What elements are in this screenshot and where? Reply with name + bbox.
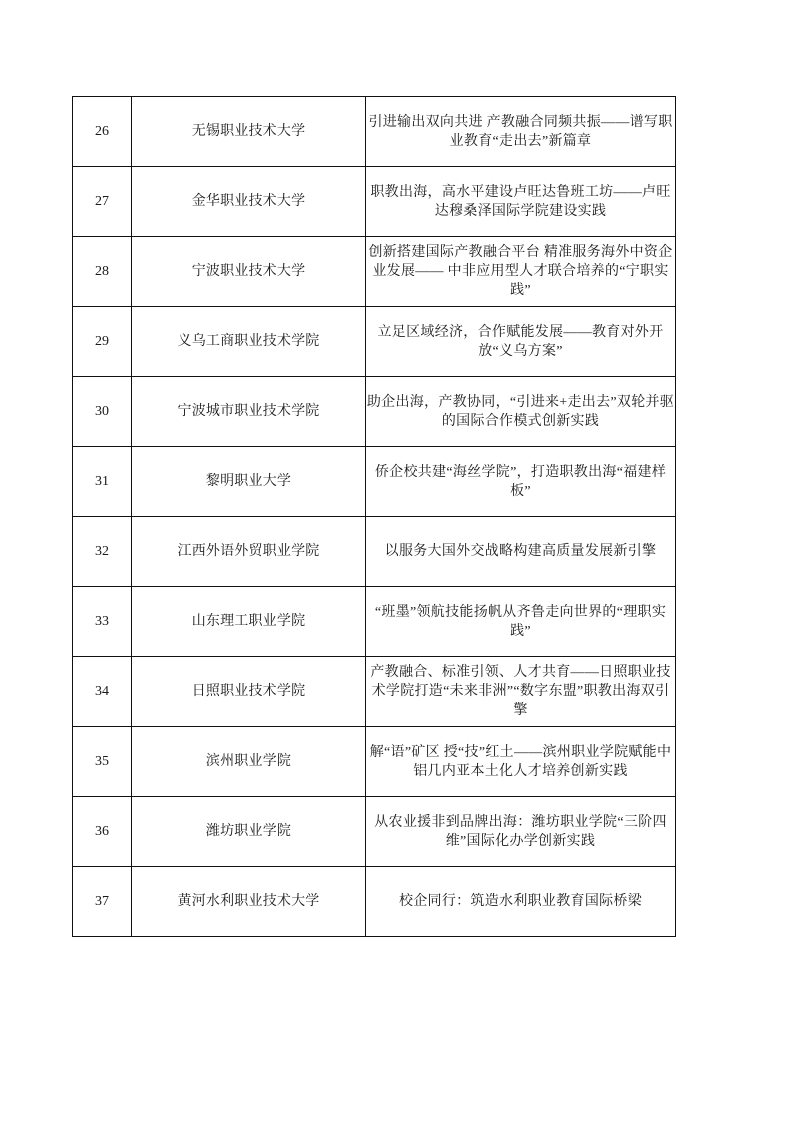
table-row xyxy=(73,587,676,657)
table-row xyxy=(73,727,676,797)
case-list-table xyxy=(72,96,676,937)
table-row xyxy=(73,867,676,937)
case-title: 助企出海，产教协同，“引进来+走出去”双轮并驱的国际合作模式创新实践 xyxy=(366,377,676,447)
case-title: 产教融合、标准引领、人才共育——日照职业技术学院打造“未来非洲”“数字东盟”职教出海双引擎 xyxy=(366,657,676,727)
institution-name: 江西外语外贸职业学院 xyxy=(132,517,366,587)
row-number: 34 xyxy=(73,657,132,727)
row-number: 28 xyxy=(73,237,132,307)
case-title: 职教出海，高水平建设卢旺达鲁班工坊——卢旺达穆桑泽国际学院建设实践 xyxy=(366,167,676,237)
institution-name: 宁波城市职业技术学院 xyxy=(132,377,366,447)
row-number: 33 xyxy=(73,587,132,657)
case-title: “班墨”领航技能扬帆从齐鲁走向世界的“理职实践” xyxy=(366,587,676,657)
institution-name: 山东理工职业学院 xyxy=(132,587,366,657)
institution-name: 黄河水利职业技术大学 xyxy=(132,867,366,937)
row-number: 35 xyxy=(73,727,132,797)
row-number: 32 xyxy=(73,517,132,587)
case-title: 引进输出双向共进 产教融合同频共振——谱写职业教育“走出去”新篇章 xyxy=(366,97,676,167)
institution-name: 滨州职业学院 xyxy=(132,727,366,797)
row-number: 26 xyxy=(73,97,132,167)
row-number: 30 xyxy=(73,377,132,447)
case-title: 校企同行：筑造水利职业教育国际桥梁 xyxy=(366,867,676,937)
table-row xyxy=(73,307,676,377)
table-row xyxy=(73,97,676,167)
case-title: 解“语”矿区 授“技”红土——滨州职业学院赋能中铝几内亚本土化人才培养创新实践 xyxy=(366,727,676,797)
institution-name: 潍坊职业学院 xyxy=(132,797,366,867)
institution-name: 无锡职业技术大学 xyxy=(132,97,366,167)
row-number: 36 xyxy=(73,797,132,867)
institution-name: 黎明职业大学 xyxy=(132,447,366,517)
case-title: 以服务大国外交战略构建高质量发展新引擎 xyxy=(366,517,676,587)
row-number: 31 xyxy=(73,447,132,517)
case-title: 侨企校共建“海丝学院”，打造职教出海“福建样板” xyxy=(366,447,676,517)
table-row xyxy=(73,377,676,447)
case-title: 从农业援非到品牌出海：潍坊职业学院“三阶四维”国际化办学创新实践 xyxy=(366,797,676,867)
table-row xyxy=(73,797,676,867)
institution-name: 金华职业技术大学 xyxy=(132,167,366,237)
case-title: 创新搭建国际产教融合平台 精准服务海外中资企业发展—— 中非应用型人才联合培养的“宁职实践” xyxy=(366,237,676,307)
table-row xyxy=(73,657,676,727)
institution-name: 日照职业技术学院 xyxy=(132,657,366,727)
table-row xyxy=(73,167,676,237)
table-row xyxy=(73,517,676,587)
table-row xyxy=(73,447,676,517)
row-number: 37 xyxy=(73,867,132,937)
institution-name: 义乌工商职业技术学院 xyxy=(132,307,366,377)
case-title: 立足区域经济，合作赋能发展——教育对外开放“义乌方案” xyxy=(366,307,676,377)
institution-name: 宁波职业技术大学 xyxy=(132,237,366,307)
row-number: 27 xyxy=(73,167,132,237)
table-row xyxy=(73,237,676,307)
row-number: 29 xyxy=(73,307,132,377)
